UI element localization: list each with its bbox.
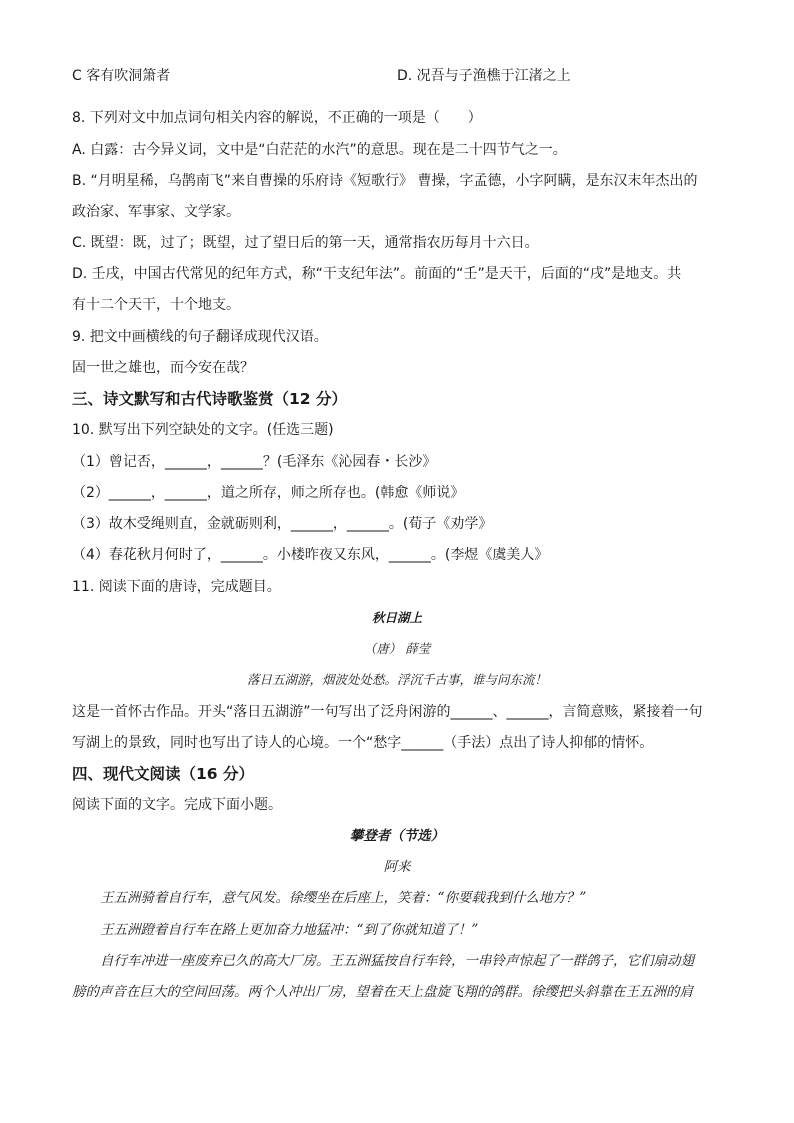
- story-author: 阿来: [383, 859, 411, 875]
- question-10-item-4: （4）春花秋月何时了，______。小楼昨夜又东风，______。(李煜《虞美人》: [72, 547, 549, 563]
- question-9-sentence: 固一世之雄也，而今安在哉？: [72, 360, 254, 376]
- question-10-item-3: （3）故木受绳则直，金就砺则利，______，______。(荀子《劝学》: [72, 516, 493, 532]
- story-title: 攀登者（节选）: [349, 828, 445, 844]
- story-paragraph-3-line2: 膀的声音在巨大的空间回荡。两个人冲出厂房，望着在天上盘旋飞翔的鸽群。徐缨把头斜靠在王五洲的肩: [72, 984, 693, 1000]
- poem-text: 落日五湖游，烟波处处愁。浮沉千古事，谁与问东流！: [246, 672, 547, 687]
- question-9: 9. 把文中画横线的句子翻译成现代汉语。: [72, 329, 328, 345]
- question-8-option-b-line2: 政治家、军事家、文学家。: [72, 204, 240, 220]
- story-paragraph-2: 王五洲蹬着自行车在路上更加奋力地猛冲：“到了你就知道了！”: [100, 922, 479, 938]
- question-8-option-d-line1: D. 壬戌，中国古代常见的纪年方式，称“干支纪年法”。前面的“壬”是天干，后面的“戌”是地支。共: [72, 266, 682, 282]
- question-11-text-line1: 这是一首怀古作品。开头“落日五湖游”一句写出了泛舟闲游的______、______，言简意赅，紧接着一句: [72, 704, 703, 720]
- section-3-heading: 三、诗文默写和古代诗歌鉴赏（12 分）: [72, 390, 347, 408]
- question-10-item-1: （1）曾记否，______，______？(毛泽东《沁园春・长沙》: [72, 454, 437, 470]
- question-8-option-a: A. 白露：古今异义词，文中是“白茫茫的水汽”的意思。现在是二十四节气之一。: [72, 142, 567, 158]
- poem-title: 秋日湖上: [371, 610, 422, 625]
- question-10-item-2: （2）______，______，道之所存，师之所存也。(韩愈《师说》: [72, 485, 465, 501]
- question-8-option-c: C. 既望：既，过了；既望，过了望日后的第一天，通常指农历每月十六日。: [72, 235, 539, 251]
- option-d: D. 况吾与子渔樵于江渚之上: [397, 68, 571, 84]
- reading-instruction: 阅读下面的文字。完成下面小题。: [72, 797, 282, 813]
- story-paragraph-1: 王五洲骑着自行车，意气风发。徐缨坐在后座上，笑着：“你要载我到什么地方？”: [100, 890, 587, 906]
- section-4-heading: 四、现代文阅读（16 分）: [72, 765, 254, 783]
- question-8-option-d-line2: 有十二个天干，十个地支。: [72, 297, 240, 313]
- poem-author: （唐） 薛莹: [363, 641, 431, 656]
- option-c: C 客有吹洞箫者: [72, 68, 171, 84]
- question-11-text-line2: 写湖上的景致，同时也写出了诗人的心境。一个“愁字______（手法）点出了诗人抑郁的情怀。: [72, 735, 654, 751]
- question-10: 10. 默写出下列空缺处的文字。(任选三题): [72, 422, 334, 438]
- story-paragraph-3-line1: 自行车冲进一座废弃已久的高大厂房。王五洲猛按自行车铃，一串铃声惊起了一群鸽子，它们扇动翅: [100, 953, 694, 969]
- question-8-option-b-line1: B. “月明星稀，乌鹊南飞”来自曹操的乐府诗《短歌行》 曹操，字孟德，小字阿瞒，是东汉末年杰出的: [72, 173, 698, 189]
- question-11: 11. 阅读下面的唐诗，完成题目。: [72, 579, 281, 595]
- question-8: 8. 下列对文中加点词句相关内容的解说，不正确的一项是（ ）: [72, 110, 482, 126]
